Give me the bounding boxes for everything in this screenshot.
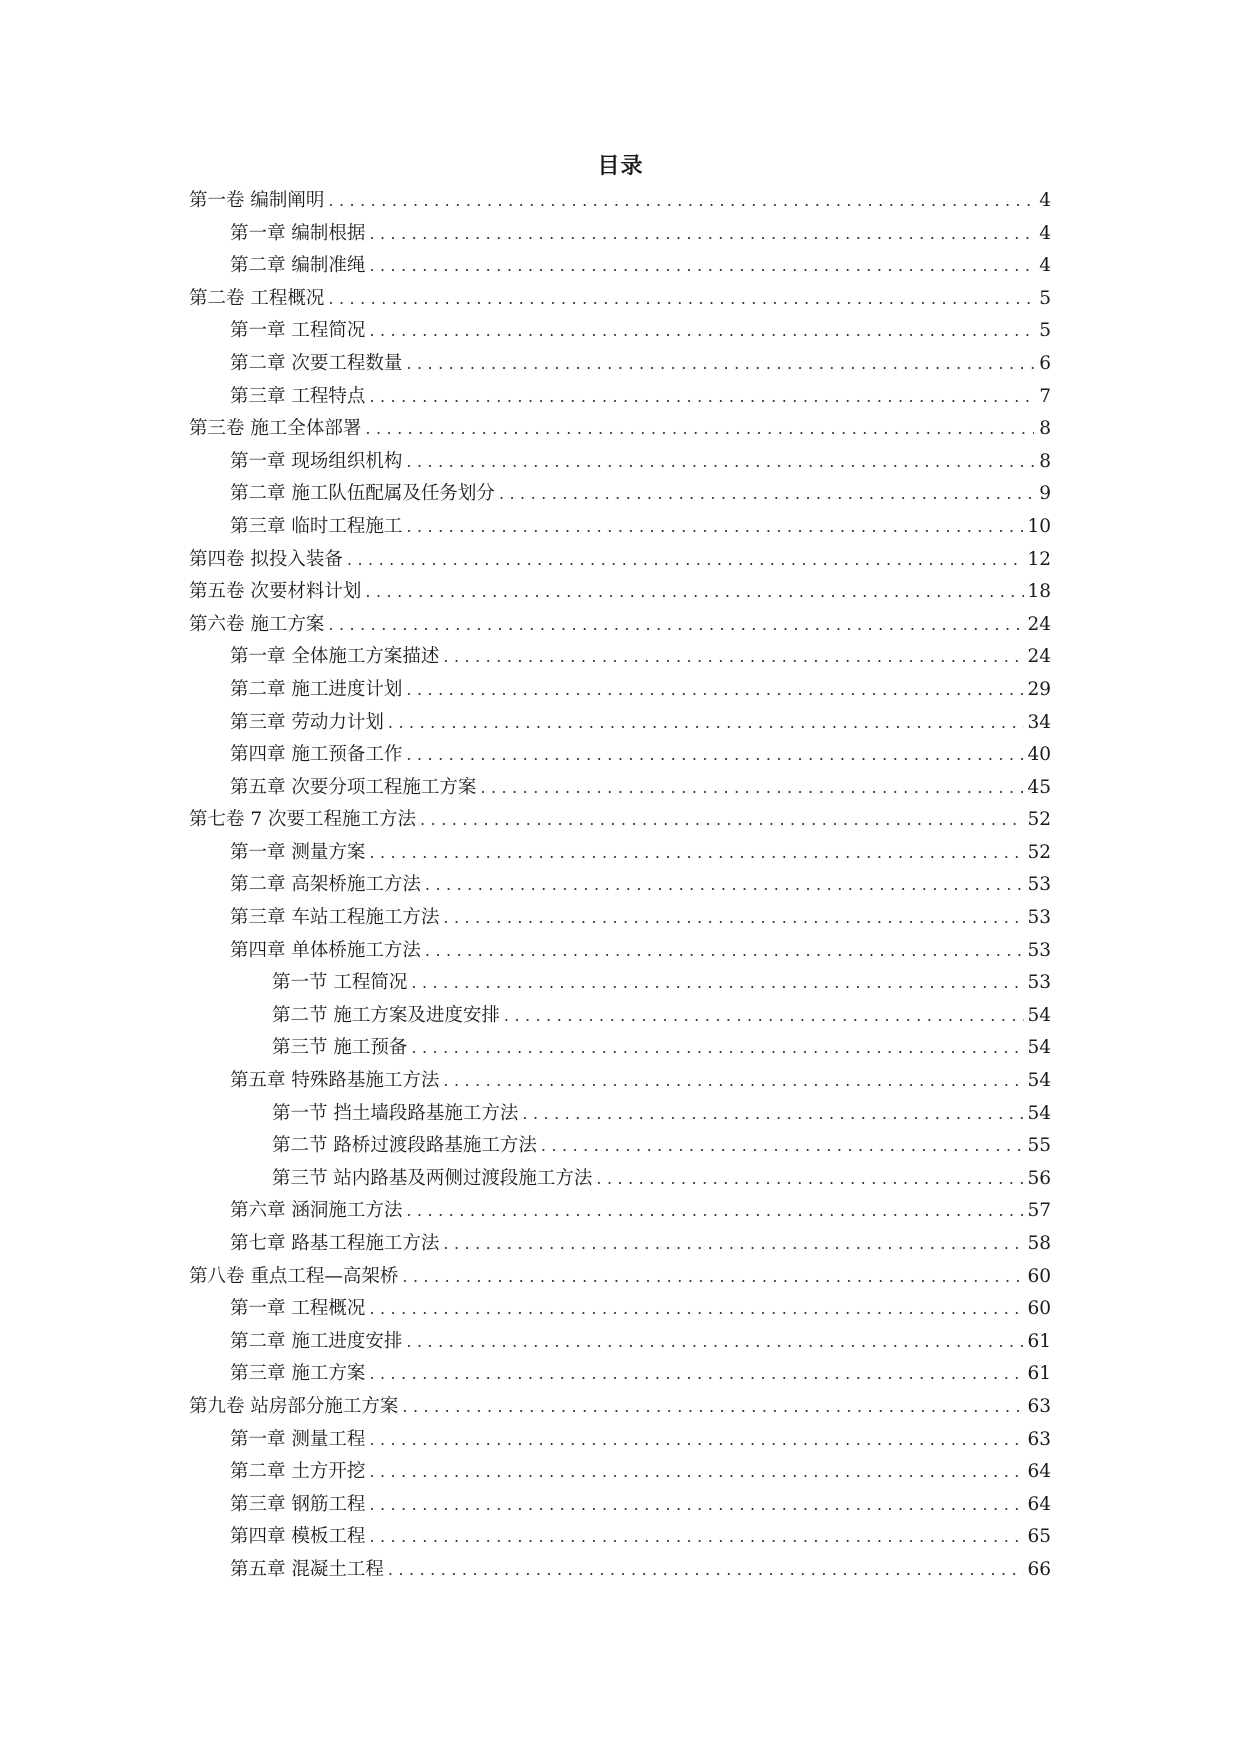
toc-dot-leader	[388, 707, 1025, 740]
toc-entry-page-number: 10	[1027, 515, 1051, 537]
toc-dot-leader	[369, 1358, 1024, 1391]
toc-entry-label: 第一节 工程简况	[272, 972, 408, 994]
toc-entry-page-number: 56	[1027, 1167, 1051, 1189]
toc-entry	[189, 935, 1051, 968]
toc-entry	[189, 804, 1051, 837]
toc-entry	[189, 1521, 1051, 1554]
toc-dot-leader	[406, 674, 1024, 707]
toc-dot-leader	[499, 478, 1034, 511]
toc-entry-page-number: 29	[1027, 678, 1051, 700]
toc-entry	[189, 1456, 1051, 1489]
toc-entry-page-number: 18	[1027, 581, 1051, 603]
toc-entry	[189, 674, 1051, 707]
toc-entry-page-number: 5	[1039, 287, 1051, 309]
toc-dot-leader	[443, 641, 1024, 674]
toc-entry	[189, 707, 1051, 740]
toc-dot-leader	[480, 772, 1024, 805]
toc-entry-label: 第四章 单体桥施工方法	[230, 939, 421, 961]
page-title: 目录	[597, 153, 644, 179]
toc-entry-label: 第四章 模板工程	[230, 1526, 366, 1548]
toc-entry	[189, 1261, 1051, 1294]
toc-entry	[189, 1391, 1051, 1424]
toc-entry-label: 第一章 测量工程	[230, 1428, 366, 1450]
toc-entry	[189, 1358, 1051, 1391]
toc-dot-leader	[369, 1456, 1024, 1489]
toc-dot-leader	[406, 1195, 1024, 1228]
toc-entry	[189, 185, 1051, 218]
toc-entry	[189, 446, 1051, 479]
toc-dot-leader	[411, 967, 1024, 1000]
toc-entry	[189, 902, 1051, 935]
toc-dot-leader	[369, 1521, 1024, 1554]
toc-entry-label: 第二章 高架桥施工方法	[230, 874, 421, 896]
toc-dot-leader	[420, 804, 1024, 837]
toc-dot-leader	[388, 1554, 1025, 1587]
toc-entry	[189, 869, 1051, 902]
toc-entry	[189, 544, 1051, 577]
toc-entry-page-number: 8	[1039, 418, 1051, 440]
toc-entry	[189, 283, 1051, 316]
toc-dot-leader	[411, 1032, 1024, 1065]
toc-entry-label: 第五章 混凝土工程	[230, 1558, 384, 1580]
toc-entry	[189, 1032, 1051, 1065]
toc-entry-label: 第二章 编制准绳	[230, 255, 366, 277]
toc-entry	[189, 381, 1051, 414]
toc-dot-leader	[369, 1424, 1024, 1457]
toc-dot-leader	[369, 1489, 1024, 1522]
toc-entry	[189, 1098, 1051, 1131]
toc-entry	[189, 250, 1051, 283]
toc-entry-label: 第六卷 施工方案	[189, 613, 325, 635]
toc-entry	[189, 218, 1051, 251]
toc-entry-page-number: 61	[1027, 1363, 1051, 1385]
toc-entry-label: 第三章 临时工程施工	[230, 515, 403, 537]
toc-entry-page-number: 40	[1027, 744, 1051, 766]
toc-entry-page-number: 5	[1039, 320, 1051, 342]
toc-entry-page-number: 8	[1039, 450, 1051, 472]
toc-entry	[189, 1326, 1051, 1359]
toc-entry-page-number: 52	[1027, 841, 1051, 863]
toc-entry-label: 第五章 特殊路基施工方法	[230, 1070, 440, 1092]
toc-entry-label: 第五章 次要分项工程施工方案	[230, 776, 477, 798]
toc-entry-label: 第一章 工程简况	[230, 320, 366, 342]
toc-dot-leader	[504, 1000, 1025, 1033]
toc-dot-leader	[369, 315, 1034, 348]
toc-entry-label: 第七卷 7 次要工程施工方法	[189, 809, 417, 831]
toc-entry-page-number: 64	[1027, 1493, 1051, 1515]
toc-entry	[189, 1163, 1051, 1196]
toc-entry-page-number: 54	[1027, 1004, 1051, 1026]
table-of-contents	[189, 185, 1051, 1587]
toc-entry-page-number: 61	[1027, 1330, 1051, 1352]
toc-dot-leader	[425, 869, 1025, 902]
toc-entry-page-number: 4	[1039, 255, 1051, 277]
toc-entry-label: 第二章 土方开挖	[230, 1461, 366, 1483]
toc-dot-leader	[347, 544, 1025, 577]
toc-entry	[189, 967, 1051, 1000]
toc-dot-leader	[369, 837, 1024, 870]
toc-entry	[189, 576, 1051, 609]
toc-entry-label: 第三章 劳动力计划	[230, 711, 384, 733]
toc-entry-label: 第三节 站内路基及两侧过渡段施工方法	[272, 1167, 593, 1189]
toc-dot-leader	[369, 250, 1034, 283]
toc-entry	[189, 1065, 1051, 1098]
toc-entry-label: 第二卷 工程概况	[189, 287, 325, 309]
toc-entry-page-number: 34	[1027, 711, 1051, 733]
toc-dot-leader	[522, 1098, 1024, 1131]
toc-entry	[189, 478, 1051, 511]
toc-entry-label: 第二章 施工进度计划	[230, 678, 403, 700]
toc-dot-leader	[443, 1228, 1024, 1261]
toc-entry	[189, 609, 1051, 642]
toc-dot-leader	[425, 935, 1025, 968]
toc-entry	[189, 1554, 1051, 1587]
toc-entry-label: 第二章 次要工程数量	[230, 352, 403, 374]
toc-entry	[189, 1293, 1051, 1326]
toc-entry-label: 第九卷 站房部分施工方案	[189, 1395, 399, 1417]
toc-entry-label: 第一章 工程概况	[230, 1298, 366, 1320]
toc-entry-page-number: 55	[1027, 1135, 1051, 1157]
toc-entry	[189, 1489, 1051, 1522]
toc-entry-label: 第三节 施工预备	[272, 1037, 408, 1059]
toc-entry	[189, 837, 1051, 870]
toc-dot-leader	[328, 609, 1024, 642]
toc-entry	[189, 348, 1051, 381]
toc-entry-page-number: 4	[1039, 190, 1051, 211]
toc-entry	[189, 1228, 1051, 1261]
toc-entry-label: 第三卷 施工全体部署	[189, 418, 362, 440]
toc-entry-label: 第三章 工程特点	[230, 385, 366, 407]
toc-entry-label: 第一章 全体施工方案描述	[230, 646, 440, 668]
toc-entry	[189, 641, 1051, 674]
toc-entry-page-number: 9	[1039, 483, 1051, 505]
toc-dot-leader	[406, 511, 1024, 544]
toc-entry-page-number: 24	[1027, 646, 1051, 668]
toc-dot-leader	[541, 1130, 1025, 1163]
toc-entry-label: 第三章 施工方案	[230, 1363, 366, 1385]
toc-dot-leader	[406, 739, 1024, 772]
toc-entry-page-number: 63	[1027, 1395, 1051, 1417]
toc-entry-label: 第一章 编制根据	[230, 222, 366, 244]
toc-entry-label: 第二节 路桥过渡段路基施工方法	[272, 1135, 537, 1157]
toc-entry	[189, 511, 1051, 544]
toc-entry	[189, 1000, 1051, 1033]
toc-entry-label: 第一章 现场组织机构	[230, 450, 403, 472]
toc-entry-label: 第一节 挡土墙段路基施工方法	[272, 1102, 519, 1124]
toc-dot-leader	[365, 413, 1034, 446]
toc-entry-label: 第三章 车站工程施工方法	[230, 907, 440, 929]
toc-entry-label: 第四章 施工预备工作	[230, 744, 403, 766]
toc-entry-page-number: 53	[1027, 874, 1051, 896]
toc-dot-leader	[443, 1065, 1024, 1098]
toc-entry	[189, 1424, 1051, 1457]
toc-entry-label: 第二章 施工进度安排	[230, 1330, 403, 1352]
toc-dot-leader	[365, 576, 1024, 609]
toc-entry-page-number: 54	[1027, 1102, 1051, 1124]
toc-entry-page-number: 54	[1027, 1070, 1051, 1092]
toc-entry-page-number: 24	[1027, 613, 1051, 635]
toc-entry-label: 第八卷 重点工程—高架桥	[189, 1265, 399, 1287]
toc-entry-label: 第五卷 次要材料计划	[189, 581, 362, 603]
toc-dot-leader	[369, 1293, 1024, 1326]
toc-dot-leader	[406, 1326, 1024, 1359]
toc-entry	[189, 413, 1051, 446]
toc-entry-page-number: 57	[1027, 1200, 1051, 1222]
toc-entry-page-number: 53	[1027, 907, 1051, 929]
toc-dot-leader	[402, 1391, 1024, 1424]
toc-entry	[189, 315, 1051, 348]
toc-entry-page-number: 58	[1027, 1233, 1051, 1254]
toc-entry-page-number: 6	[1039, 352, 1051, 374]
toc-dot-leader	[369, 381, 1034, 414]
toc-entry-page-number: 64	[1027, 1461, 1051, 1483]
toc-entry-label: 第一章 测量方案	[230, 841, 366, 863]
toc-entry	[189, 1130, 1051, 1163]
toc-dot-leader	[596, 1163, 1024, 1196]
toc-entry-page-number: 60	[1027, 1298, 1051, 1320]
toc-entry-label: 第一卷 编制阐明	[189, 190, 325, 211]
toc-entry-label: 第七章 路基工程施工方法	[230, 1233, 440, 1254]
toc-entry	[189, 1195, 1051, 1228]
toc-entry-label: 第二节 施工方案及进度安排	[272, 1004, 500, 1026]
toc-entry-label: 第六章 涵洞施工方法	[230, 1200, 403, 1222]
toc-entry-page-number: 7	[1039, 385, 1051, 407]
toc-entry-label: 第三章 钢筋工程	[230, 1493, 366, 1515]
toc-dot-leader	[402, 1261, 1024, 1294]
toc-entry-page-number: 4	[1039, 222, 1051, 244]
toc-entry-label: 第四卷 拟投入装备	[189, 548, 343, 570]
toc-entry-page-number: 53	[1027, 972, 1051, 994]
toc-entry-page-number: 60	[1027, 1265, 1051, 1287]
toc-entry-page-number: 54	[1027, 1037, 1051, 1059]
toc-entry-label: 第二章 施工队伍配属及任务划分	[230, 483, 495, 505]
toc-entry-page-number: 45	[1027, 776, 1051, 798]
toc-entry-page-number: 66	[1027, 1558, 1051, 1580]
toc-entry	[189, 739, 1051, 772]
toc-dot-leader	[328, 283, 1034, 316]
toc-dot-leader	[328, 185, 1034, 218]
toc-entry-page-number: 53	[1027, 939, 1051, 961]
toc-dot-leader	[406, 446, 1034, 479]
toc-entry-page-number: 52	[1027, 809, 1051, 831]
toc-entry-page-number: 63	[1027, 1428, 1051, 1450]
toc-entry	[189, 772, 1051, 805]
toc-entry-page-number: 12	[1027, 548, 1051, 570]
toc-dot-leader	[369, 218, 1034, 251]
toc-dot-leader	[443, 902, 1024, 935]
toc-dot-leader	[406, 348, 1034, 381]
toc-entry-page-number: 65	[1027, 1526, 1051, 1548]
